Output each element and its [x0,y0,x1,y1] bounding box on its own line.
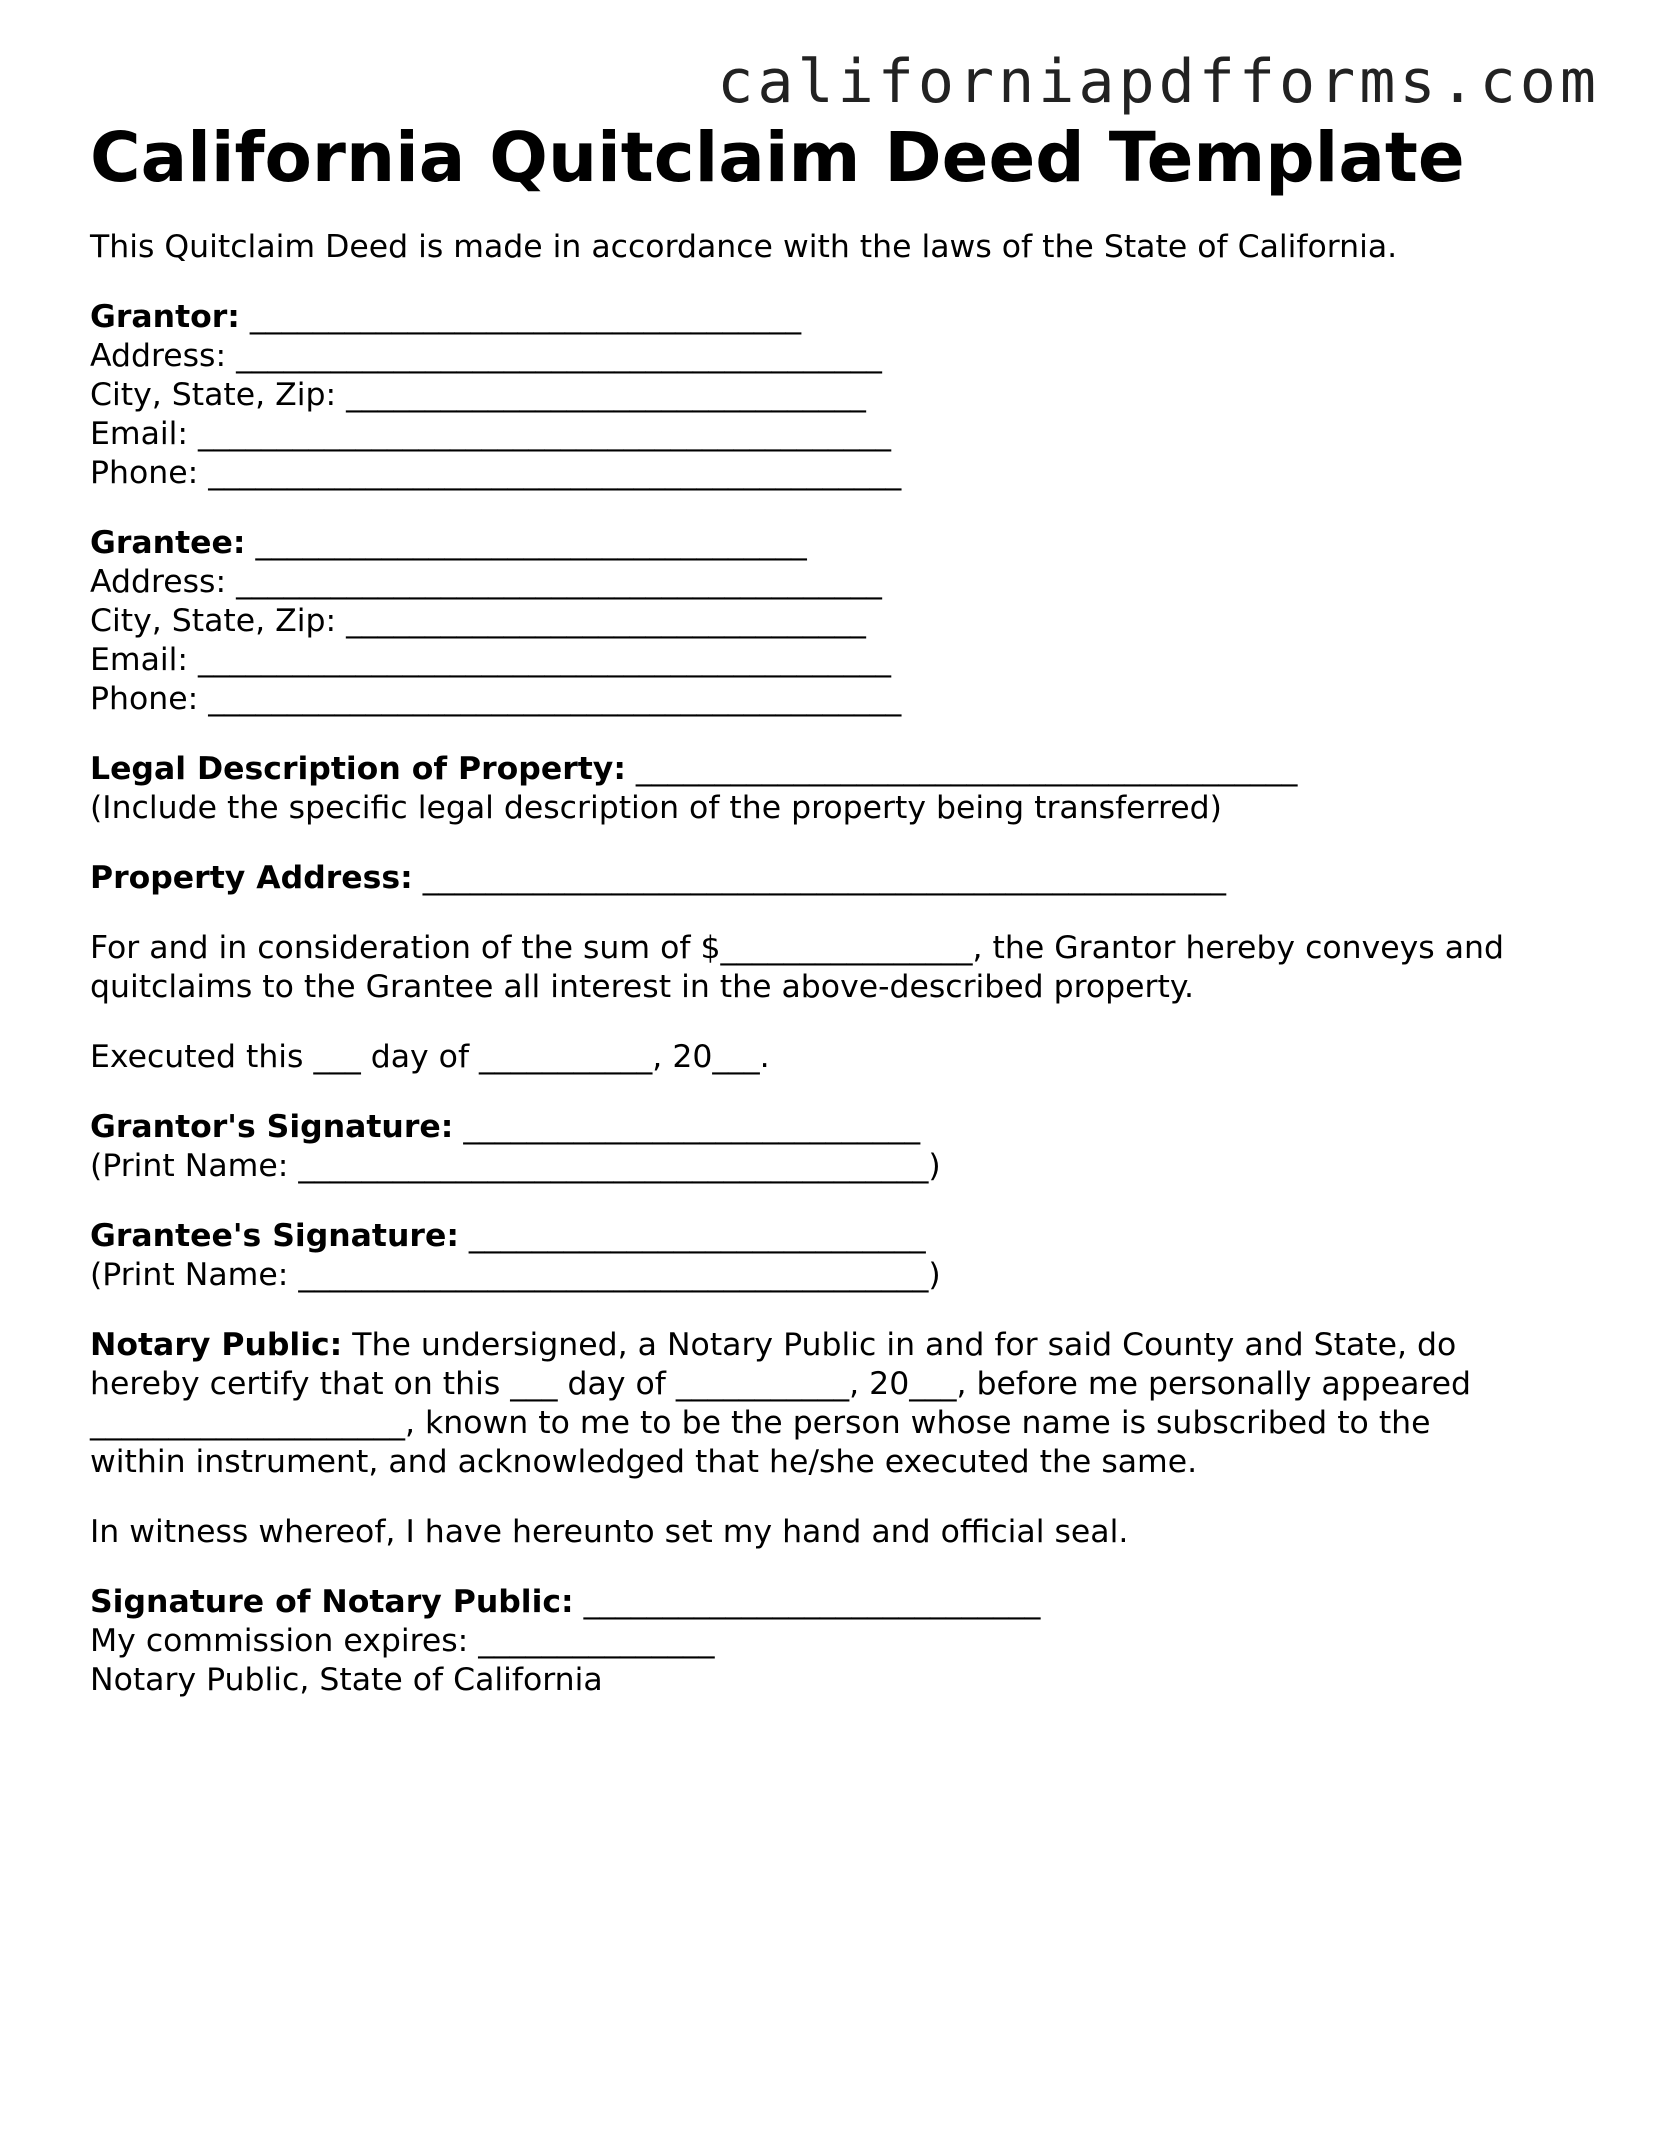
notary-signature-section [90,1583,1590,1700]
grantee-signature-label: Grantee's Signature: [90,1218,459,1254]
grantor-city-line: City, State, Zip: _________________________________ [90,377,866,413]
notary-line-4: within instrument, and acknowledged that he/she executed the same. [90,1444,1198,1480]
grantee-address-line: Address: _________________________________________ [90,564,882,600]
grantor-name-row [90,298,1590,337]
notary-label: Notary Public: [90,1327,343,1363]
notary-line-1 [90,1326,1590,1365]
commission-expires-line: My commission expires: _______________ [90,1623,715,1659]
legal-description-label: Legal Description of Property: [90,751,626,787]
grantee-section [90,524,1590,719]
consideration-line-1: For and in consideration of the sum of $________________, the Grantor hereby conveys and [90,930,1504,966]
grantee-phone-line: Phone: ____________________________________________ [90,681,902,717]
page-title: California Quitclaim Deed Template [90,118,1465,198]
grantee-signature-blank: _____________________________ [458,1218,926,1254]
witness-line: In witness whereof, I have hereunto set my hand and official seal. [90,1514,1129,1550]
property-address-section [90,859,1590,898]
property-address-label: Property Address: [90,860,413,896]
grantor-phone-line: Phone: ____________________________________________ [90,455,902,491]
deed-document [90,118,1590,1731]
grantor-address-line: Address: _________________________________________ [90,338,882,374]
grantor-signature-blank: _____________________________ [453,1109,921,1145]
site-watermark: californiapdfforms.com [717,47,1600,117]
intro-text: This Quitclaim Deed is made in accordance with the laws of the State of California. [90,229,1398,265]
grantor-name-blank: ___________________________________ [239,299,802,335]
notary-text-1: The undersigned, a Notary Public in and for said County and State, do [342,1327,1457,1363]
grantee-email-line: Email: ____________________________________________ [90,642,892,678]
executed-line: Executed this ___ day of ___________, 20___. [90,1039,770,1075]
grantee-name-blank: ___________________________________ [245,525,807,561]
notary-signature-blank: _____________________________ [573,1584,1041,1620]
grantee-city-line: City, State, Zip: _________________________________ [90,603,866,639]
legal-description-blank: __________________________________________ [625,751,1298,787]
grantor-section [90,298,1590,493]
grantor-email-line: Email: ____________________________________________ [90,416,892,452]
grantee-name-row [90,524,1590,563]
grantor-signature-row [90,1108,1590,1147]
legal-description-row [90,750,1590,789]
grantor-signature-label: Grantor's Signature: [90,1109,454,1145]
consideration-line-2: quitclaims to the Grantee all interest in the above-described property. [90,969,1195,1005]
legal-description-section [90,750,1590,828]
legal-description-note: (Include the specific legal description of the property being transferred) [90,790,1222,826]
grantor-label: Grantor: [90,299,240,335]
notary-line-2: hereby certify that on this ___ day of ___________, 20___, before me personally appeared [90,1366,1472,1402]
grantee-signature-section [90,1217,1590,1295]
grantor-signature-section [90,1108,1590,1186]
notary-signature-label: Signature of Notary Public: [90,1584,574,1620]
property-address-blank: ___________________________________________________ [412,860,1227,896]
grantee-signature-row [90,1217,1590,1256]
notary-paragraph [90,1326,1590,1482]
notary-state-line: Notary Public, State of California [90,1662,603,1698]
grantee-label: Grantee: [90,525,246,561]
grantee-print-name: (Print Name: ________________________________________) [90,1257,941,1293]
property-address-row [90,859,1590,898]
consideration-paragraph [90,929,1590,1007]
grantor-print-name: (Print Name: ________________________________________) [90,1148,941,1184]
notary-signature-row [90,1583,1590,1622]
notary-line-3: ____________________, known to me to be the person whose name is subscribed to the [90,1405,1431,1441]
